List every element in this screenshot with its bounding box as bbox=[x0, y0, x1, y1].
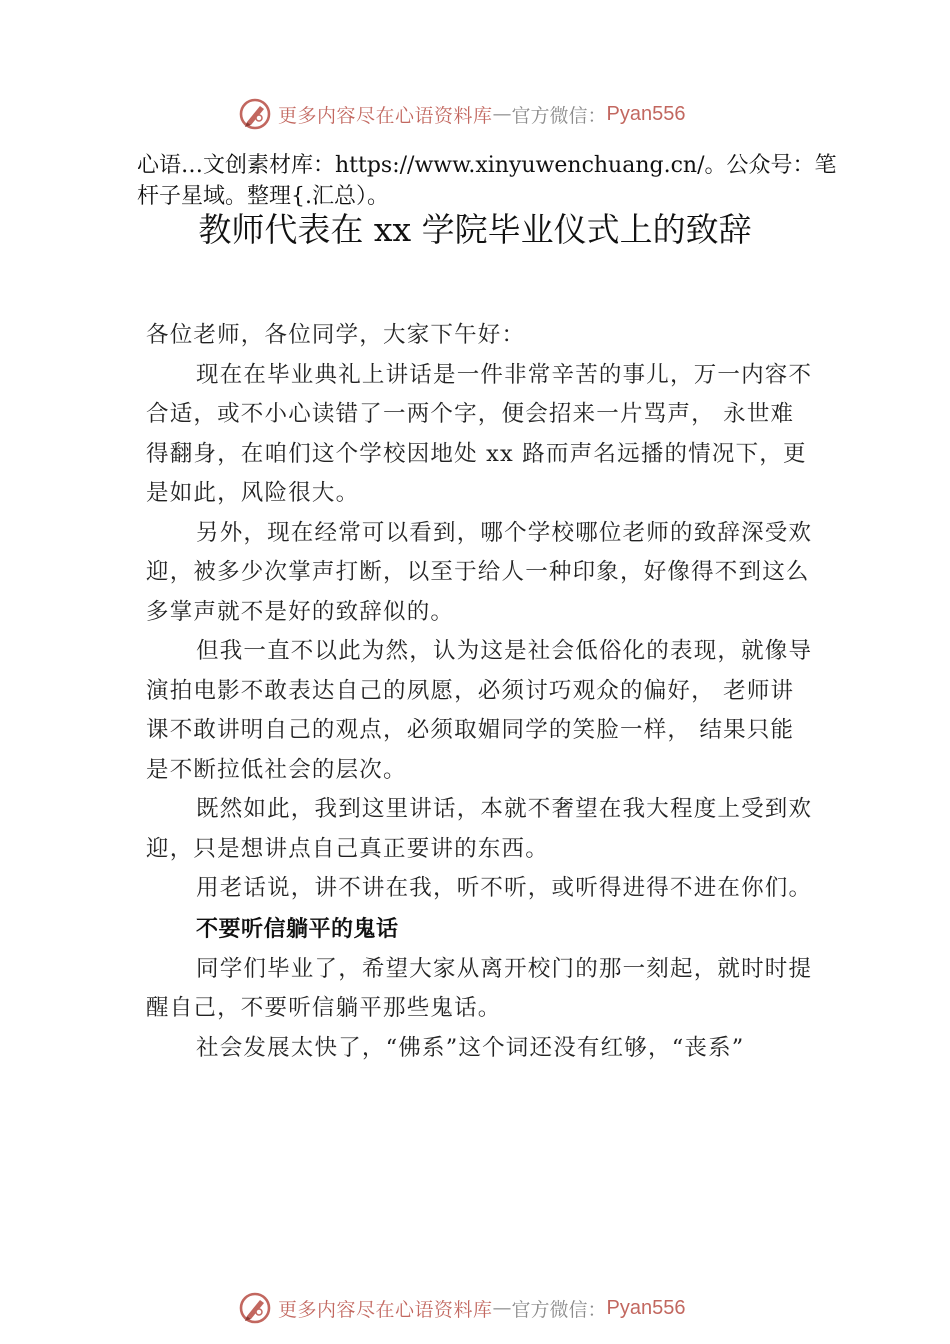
document-title: 教师代表在 xx 学院毕业仪式上的致辞 bbox=[198, 210, 752, 249]
document-body bbox=[146, 316, 816, 1068]
source-note: 心语…文创素材库：https://www.xinyuwenchuang.cn/。公众号：笔杆子星域。整理{.汇总）。 bbox=[137, 153, 837, 209]
banner-dash: — bbox=[492, 1297, 512, 1319]
body-paragraph: 但我一直不以此为然，认为这是社会低俗化的表现，就像导演拍电影不敢表达自己的夙愿，必须讨巧观众的偏好， 老师讲课不敢讲明自己的观点，必须取媚同学的笑脸一样， 结果只能是不断拉低社会的层次。 bbox=[146, 638, 813, 783]
banner-text: 更多内容尽在心语资料库 bbox=[278, 104, 493, 127]
header-banner[interactable] bbox=[238, 96, 686, 132]
body-paragraph: 另外，现在经常可以看到，哪个学校哪位老师的致辞深受欢迎，被多少次掌声打断，以至于给人一种印象，好像得不到这么多掌声就不是好的致辞似的。 bbox=[146, 519, 813, 625]
banner-text: 更多内容尽在心语资料库 bbox=[278, 1298, 493, 1321]
section-heading: 不要听信躺平的鬼话 bbox=[196, 916, 399, 942]
banner-dash: — bbox=[492, 103, 512, 125]
section-paragraph: 社会发展太快了，“佛系”这个词还没有红够，“丧系” bbox=[196, 1034, 745, 1061]
section-paragraph: 同学们毕业了，希望大家从离开校门的那一刻起，就时时提醒自己，不要听信躺平那些鬼话。 bbox=[146, 955, 813, 1021]
body-paragraph: 现在在毕业典礼上讲话是一件非常辛苦的事儿，万一内容不合适，或不小心读错了一两个字，便会招来一片骂声， 永世难得翻身，在咱们这个学校因地处 xx 路而声名远播的情况下，更是如此，风险很大。 bbox=[146, 361, 813, 506]
body-paragraph: 既然如此，我到这里讲话，本就不奢望在我大程度上受到欢迎，只是想讲点自己真正要讲的东西。 bbox=[146, 796, 813, 862]
banner-wechat-label: 官方微信： bbox=[511, 104, 607, 127]
pen-logo-icon bbox=[238, 1291, 272, 1325]
banner-wechat-label: 官方微信： bbox=[511, 1298, 607, 1321]
body-paragraph: 用老话说，讲不讲在我，听不听，或听得进得不进在你们。 bbox=[196, 875, 813, 901]
banner-wechat-id: Pyan556 bbox=[606, 102, 686, 125]
footer-banner[interactable] bbox=[238, 1290, 686, 1326]
greeting-paragraph: 各位老师，各位同学，大家下午好： bbox=[146, 322, 526, 348]
banner-wechat-id: Pyan556 bbox=[606, 1296, 686, 1319]
pen-logo-icon bbox=[238, 97, 272, 131]
